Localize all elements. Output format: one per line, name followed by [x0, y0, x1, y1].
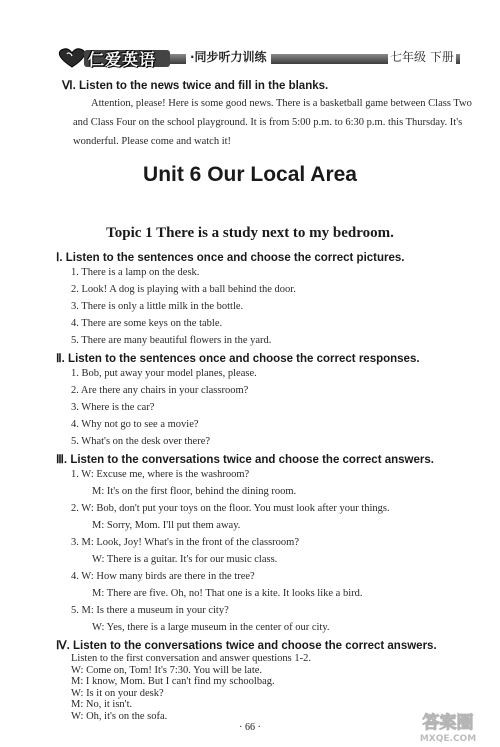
section-vi-title: Ⅵ. Listen to the news twice and fill in the blanks. — [62, 80, 329, 92]
section-iv-line: M: No, it isn't. — [71, 699, 133, 710]
section-i-line: 4. There are some keys on the table. — [71, 318, 223, 329]
section-iv-title: Ⅳ. Listen to the conversations twice and choose the correct answers. — [56, 640, 437, 652]
section-iii-line: W: Yes, there is a large museum in the center of our city. — [92, 622, 330, 633]
section-ii-title: Ⅱ. Listen to the sentences once and choose the correct responses. — [56, 353, 420, 365]
section-iii-line: 1. W: Excuse me, where is the washroom? — [71, 469, 250, 480]
section-iv-line: M: I know, Mom. But I can't find my schoolbag. — [71, 676, 275, 687]
topic-title: Topic 1 There is a study next to my bedroom. — [106, 225, 394, 241]
section-ii-line: 1. Bob, put away your model planes, please. — [71, 368, 257, 379]
watermark-url: MXQE.COM — [419, 734, 477, 744]
section-iii-line: 3. M: Look, Joy! What's in the front of the classroom? — [71, 537, 299, 548]
section-iii-line: M: There are five. Oh, no! That one is a kite. It looks like a bird. — [92, 588, 363, 599]
section-i-line: 3. There is only a little milk in the bottle. — [71, 301, 244, 312]
page-number: · 66 · — [239, 722, 261, 733]
section-ii-line: 3. Where is the car? — [71, 402, 155, 413]
section-iv-line: W: Is it on your desk? — [71, 687, 164, 699]
section-iv-line: W: Come on, Tom! It's 7:30. You will be late. — [71, 664, 263, 676]
section-iv-line: W: Oh, it's on the sofa. — [71, 710, 168, 722]
section-iv-line: Listen to the first conversation and answer questions 1-2. — [71, 653, 311, 664]
page-header — [0, 46, 500, 70]
section-iii-line: 5. M: Is there a museum in your city? — [71, 605, 229, 616]
section-vi-line: and Class Four on the school playground. It is from 5:00 p.m. to 6:30 p.m. this Thursday. It's — [73, 117, 463, 128]
section-iii-line: M: Sorry, Mom. I'll put them away. — [92, 520, 241, 531]
brand-name: 仁爱英语 — [88, 50, 157, 69]
section-vi-line: Attention, please! Here is some good news. There is a basketball game between Class Two — [91, 98, 472, 109]
section-i-line: 2. Look! A dog is playing with a ball behind the door. — [71, 284, 296, 295]
section-i-line: 5. There are many beautiful flowers in the yard. — [71, 335, 272, 346]
header-subtitle: ·同步听力训练 — [186, 48, 271, 65]
section-i-line: 1. There is a lamp on the desk. — [71, 267, 200, 278]
unit-title: Unit 6 Our Local Area — [143, 163, 357, 186]
section-iii-line: 2. W: Bob, don't put your toys on the floor. You must look after your things. — [71, 503, 390, 514]
watermark-logo-icon — [400, 710, 496, 744]
watermark-text: 答案圈 — [422, 713, 474, 733]
section-iii-line: M: It's on the first floor, behind the dining room. — [92, 486, 297, 497]
section-vi-line: wonderful. Please come and watch it! — [73, 136, 232, 147]
section-ii-line: 5. What's on the desk over there? — [71, 436, 211, 447]
section-iii-line: W: There is a guitar. It's for our music class. — [92, 554, 278, 565]
section-i-title: Ⅰ. Listen to the sentences once and choose the correct pictures. — [56, 252, 405, 264]
section-iii-title: Ⅲ. Listen to the conversations twice and choose the correct answers. — [56, 454, 434, 466]
section-ii-line: 2. Are there any chairs in your classroom? — [71, 385, 249, 396]
header-grade: 七年级 下册 — [390, 50, 454, 64]
section-iii-line: 4. W: How many birds are there in the tree? — [71, 571, 255, 582]
section-ii-line: 4. Why not go to see a movie? — [71, 419, 199, 430]
